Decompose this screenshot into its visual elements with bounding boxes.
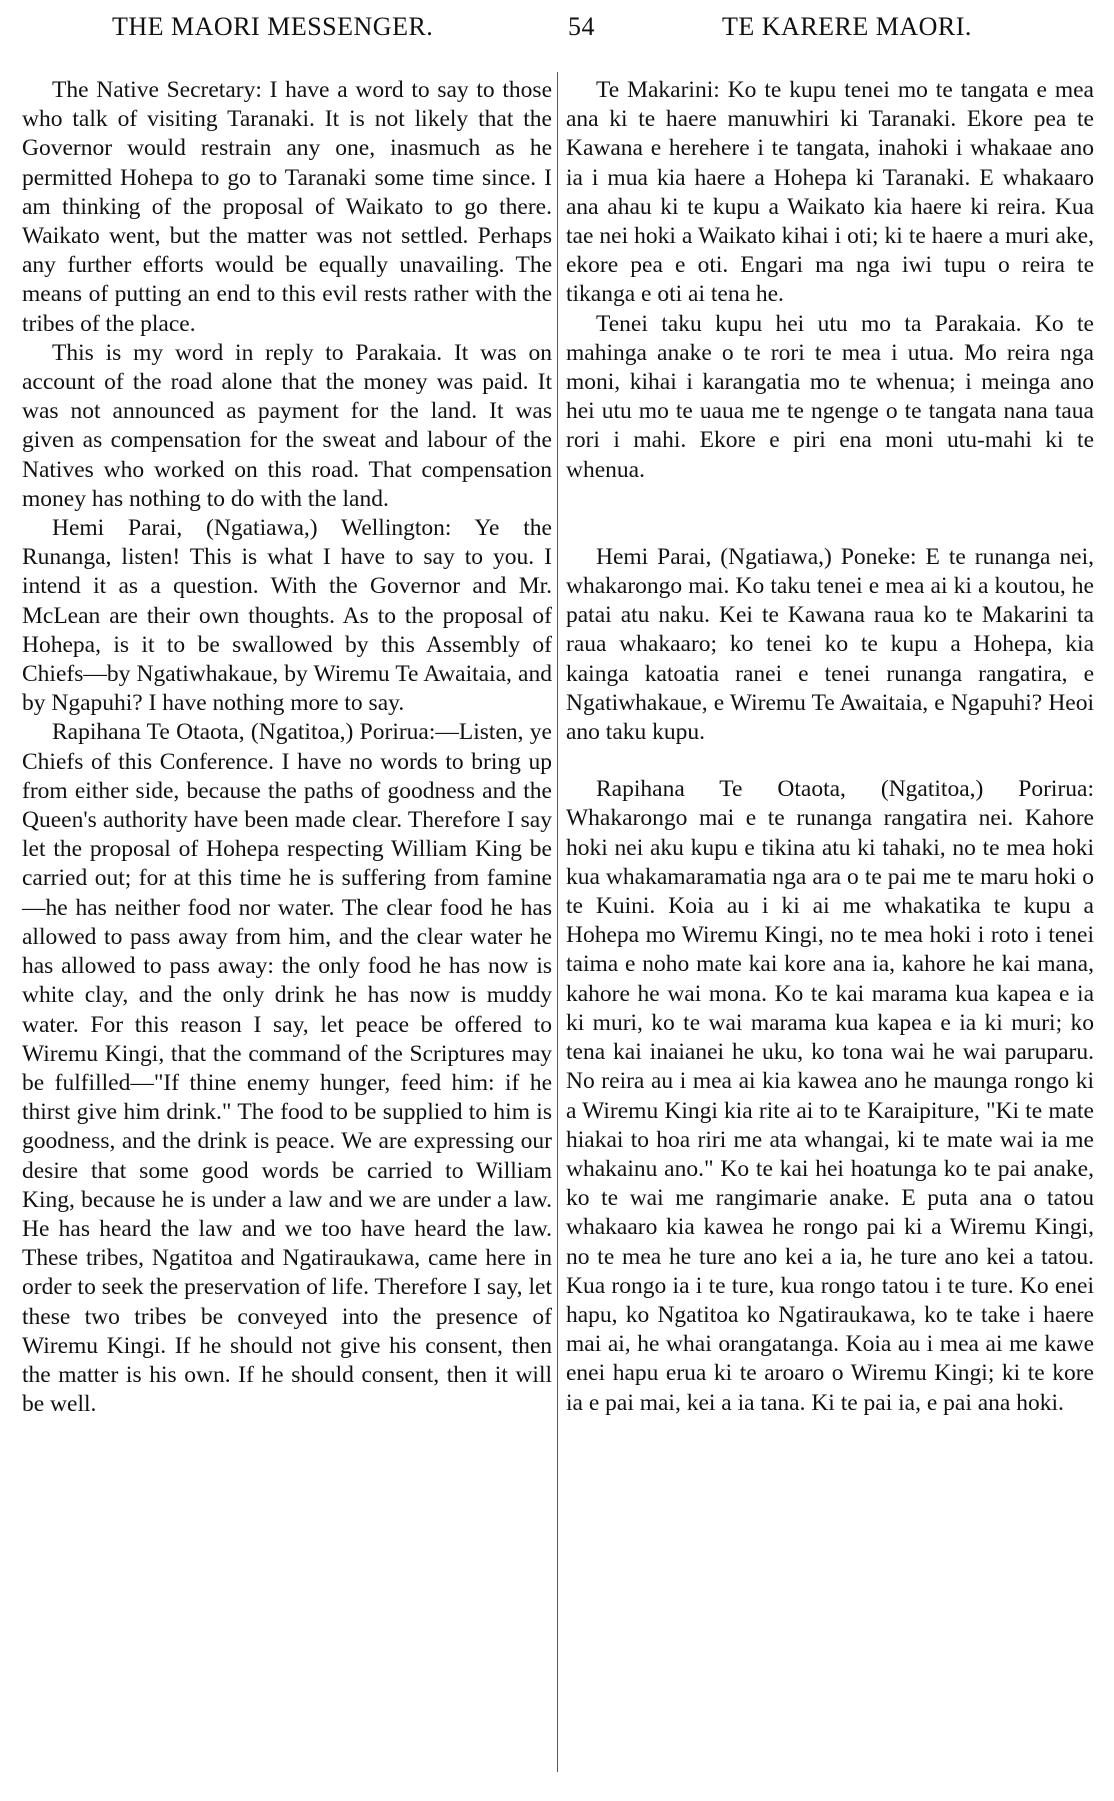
english-column bbox=[22, 76, 552, 1419]
english-paragraph-hemi-parai: Hemi Parai, (Ngatiawa,) Wellington: Ye the Runanga, listen! This is what I have to say to you. I intend it as a question. With the Governor and Mr. McLean are their own thoughts. As to the proposal of Hohepa, is it to be swallowed by this Assembly of Chiefs—by Ngatiwhakaue, by Wiremu Te Awaitaia, and by Ngapuhi? I have nothing more to say. bbox=[22, 515, 552, 717]
maori-column bbox=[566, 76, 1094, 1418]
maori-paragraph-makarini: Te Makarini: Ko te kupu tenei mo te tangata e mea ana ki te haere manuwhiri ki Taranaki. Ekore pea te Kawana e herehere i te tangata, inahoki i whakaae ano ia i mua kia haere a Hohepa ki Taranaki. E whakaaro ana ahau ki te kupu a Waikato kia haere ki reira. Kua tae nei hoki a Waikato kihai i oti; ki te haere a muri ake, ekore pea e oti. Engari ma nga iwi tupu o reira te tikanga e oti ai tena he. bbox=[566, 77, 1094, 308]
english-paragraph-native-secretary: The Native Secretary: I have a word to say to those who talk of visiting Taranaki. It is not likely that the Governor would restrain any one, inasmuch as he permitted Hohepa to go to Taranaki some time since. I am thinking of the proposal of Waikato to go there. Waikato went, but the matter was not settled. Perhaps any further efforts would be equally unavailing. The means of putting an end to this evil rests rather with the tribes of the place. bbox=[22, 77, 552, 337]
english-masthead: THE MAORI MESSENGER. bbox=[112, 12, 434, 41]
maori-masthead: TE KARERE MAORI. bbox=[722, 12, 972, 41]
maori-paragraph-utu-parakaia: Tenei taku kupu hei utu mo ta Parakaia. Ko te mahinga anake o te rori te mea i utua. Mo reira nga moni, kihai i karangatia mo te whenua; i meinga ano hei utu mo te uaua me te ngenge o te tangata nana taua rori i mahi. Ekore e piri ena moni utu-mahi ki te whenua. bbox=[566, 310, 1094, 483]
page-number: 54 bbox=[568, 12, 595, 41]
maori-paragraph-rapihana: Rapihana Te Otaota, (Ngatitoa,) Porirua: Whakarongo mai e te runanga rangatira nei. Kahore hoki nei aku kupu e tikina atu ki tahaki, no te mea hoki kua whakamaramatia nga ara o te pai me te maru hoki o te Kuini. Koia au i ki ai me whakatika te kupu a Hohepa mo Wiremu Kingi, no te mea hoki i roto i tenei taima e noho mate kai kore ana ia, kahore he kai mana, kahore he wai mona. Ko te kai marama kua kapea e ia ki muri, ko te wai marama kua kapea e ia ki muri; ko tena kai inaianei he uku, ko tona wai he wai paruparu. No reira au i mea ai kia kawea ano he maunga rongo ki a Wiremu Kingi kia rite ai to te Karaipiture, "Ki te mate hiakai to hoa riri me ata whangai, ki te mate wai ia me whakainu ano." Ko te kai hei hoatunga ko te pai anake, ko te wai me rangimarie anake. E puta ana o tatou whakaaro kia kawea he rongo pai ki a Wiremu Kingi, no te mea he ture ano kei a ia, he ture ano kei a tatou. Kua rongo ia i te ture, kua rongo tatou i te ture. Ko enei hapu, ko Ngatitoa ko Ngatiraukawa, ko te take i haere mai ai, he whai orangatanga. Koia au i mea ai me kawe enei hapu erua ki te aroaro o Wiremu Kingi; ki te kore ia e pai mai, kei a ia tana. Ki te pai ia, e pai ana hoki. bbox=[566, 776, 1094, 1416]
english-paragraph-reply-parakaia: This is my word in reply to Parakaia. It was on account of the road alone that the money was paid. It was not announced as payment for the land. It was given as compensation for the sweat and labour of the Natives who worked on this road. That compensation money has nothing to do with the land. bbox=[22, 339, 552, 512]
english-paragraph-rapihana: Rapihana Te Otaota, (Ngatitoa,) Porirua:—Listen, ye Chiefs of this Conference. I have no words to bring up from either side, because the paths of goodness and the Queen's authority have been made clear. Therefore I say let the proposal of Hohepa respecting William King be carried out; for at this time he is suffering from famine—he has neither food nor water. The clear food he has allowed to pass away from him, and the clear water he has allowed to pass away: the only food he has now is white clay, and the only drink he has now is muddy water. For this reason I say, let peace be offered to Wiremu Kingi, that the command of the Scriptures may be fulfilled—"If thine enemy hunger, feed him: if he thirst give him drink." The food to be supplied to him is goodness, and the drink is peace. We are expressing our desire that some good words be carried to William King, because he is under a law and we are under a law. He has heard the law and we too have heard the law. These tribes, Ngatitoa and Ngatiraukawa, came here in order to seek the preservation of life. Therefore I say, let these two tribes be conveyed into the presence of Wiremu Kingi. If he should not give his consent, then the matter is his own. If he should consent, then it will be well. bbox=[22, 719, 552, 1418]
maori-paragraph-hemi-parai: Hemi Parai, (Ngatiawa,) Poneke: E te runanga nei, whakarongo mai. Ko taku tenei e mea ai ki a koutou, he patai atu naku. Kei te Kawana raua ko te Makarini ta raua whakaaro; ko tenei ko te kupu a Hohepa, kia kainga katoatia ranei e tenei runanga rangatira, e Ngatiwhakaue, e Wiremu Te Awaitaia, e Ngapuhi? Heoi ano taku kupu. bbox=[566, 543, 1094, 746]
page-header bbox=[22, 12, 1092, 52]
column-divider bbox=[557, 72, 558, 1772]
